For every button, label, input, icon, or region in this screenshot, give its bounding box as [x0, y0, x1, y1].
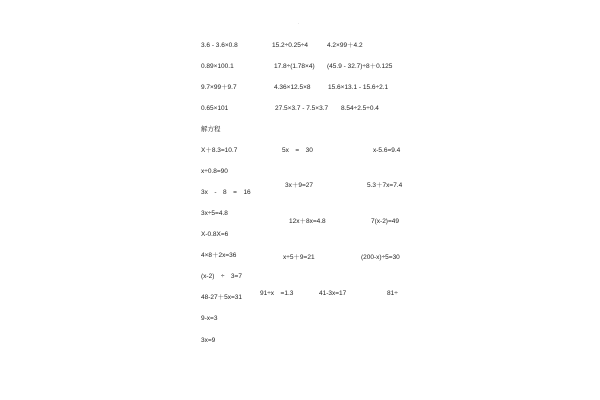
- arith-r1-c2: 15.2÷0.25÷4: [272, 42, 309, 49]
- section-title: 解方程: [201, 126, 221, 133]
- arith-r3-c1: 9.7×99＋9.7: [201, 84, 237, 91]
- eq-left-8: 48-27＋5x=31: [201, 294, 243, 301]
- arith-r4-c3: 8.54÷2.5÷0.4: [341, 105, 379, 112]
- eq-left-5: X-0.8X=6: [201, 231, 229, 238]
- eq-left-10: 3x=9: [201, 337, 216, 344]
- arith-r1-c1: 3.6 - 3.6×0.8: [201, 42, 238, 49]
- eq-left-4: 3x÷5=4.8: [201, 210, 228, 217]
- eq-left-3: 3x - 8 = 16: [201, 189, 251, 196]
- eq-left-1: X＋8.3=10.7: [201, 147, 238, 154]
- eq-mid-4: x÷5＋9=21: [283, 254, 315, 261]
- eq-right-4: (200-x)÷5=30: [361, 254, 400, 261]
- eq-mid-6: 41-3x=17: [319, 290, 347, 297]
- eq-left-9: 9-x=3: [201, 315, 218, 322]
- eq-mid-2: 3x＋9=27: [285, 182, 314, 189]
- arith-r4-c1: 0.65×101: [201, 105, 229, 112]
- arith-r2-c1: 0.89×100.1: [201, 63, 234, 70]
- eq-right-5: 81÷: [387, 290, 398, 297]
- eq-mid-1: 5x = 30: [282, 147, 313, 154]
- eq-left-6: 4×8＋2x=36: [201, 252, 237, 259]
- eq-right-3: 7(x-2)=49: [371, 218, 399, 225]
- arith-r2-c3: (45.9 - 32.7)÷8＋0.125: [327, 63, 393, 70]
- eq-mid-5: 91÷x =1.3: [260, 290, 294, 297]
- eq-mid-3: 12x＋8x=4.8: [289, 218, 326, 225]
- arith-r4-c2: 27.5×3.7 - 7.5×3.7: [275, 105, 329, 112]
- arith-r3-c3: 15.6×13.1 - 15.6÷2.1: [328, 84, 389, 91]
- eq-left-7: (x-2) ÷ 3=7: [201, 273, 242, 280]
- arith-r1-c3: 4.2×99＋4.2: [327, 42, 363, 49]
- eq-left-2: x÷0.8=90: [201, 168, 228, 175]
- arith-r3-c2: 4.36×12.5×8: [274, 84, 311, 91]
- eq-right-2: 5.3＋7x=7.4: [367, 182, 403, 189]
- arith-r2-c2: 17.8÷(1.78×4): [274, 63, 315, 70]
- eq-right-1: x-5.6=9.4: [373, 147, 401, 154]
- top-mark: .: [298, 20, 300, 26]
